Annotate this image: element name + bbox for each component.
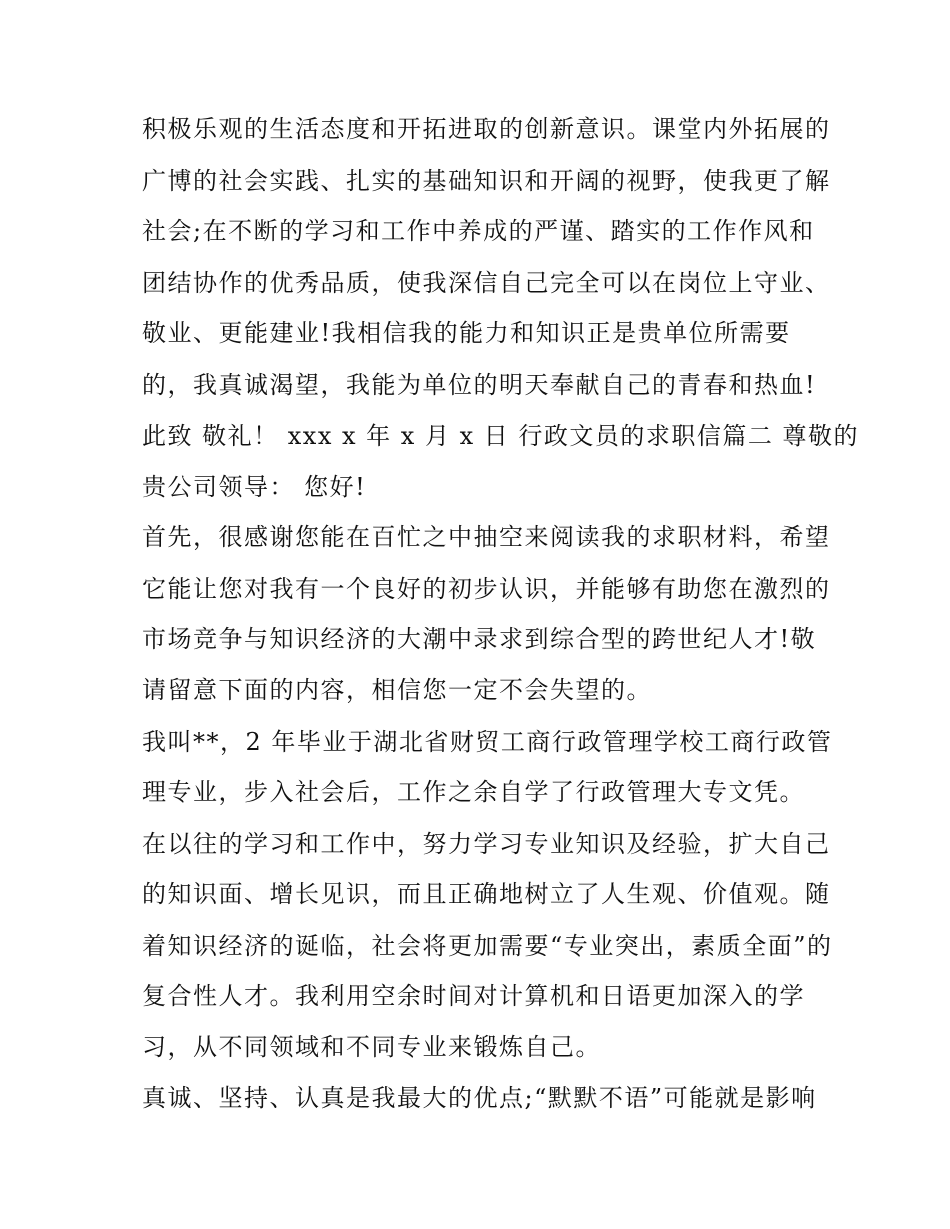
text-line: 我叫**，2 年毕业于湖北省财贸工商行政管理学校工商行政管: [142, 728, 833, 756]
text-line: 此致 敬礼！ xxx x 年 x 月 x 日 行政文员的求职信篇二 尊敬的: [142, 422, 859, 450]
text-line: 在以往的学习和工作中，努力学习专业知识及经验，扩大自己: [142, 830, 831, 858]
text-line: 复合性人才。我利用空余时间对计算机和日语更加深入的学: [142, 982, 805, 1010]
text-line: 社会;在不断的学习和工作中养成的严谨、踏实的工作作风和: [142, 217, 815, 245]
text-line: 广博的社会实践、扎实的基础知识和开阔的视野，使我更了解: [142, 167, 831, 195]
text-line: 市场竞争与知识经济的大潮中录求到综合型的跨世纪人才!敬: [142, 625, 817, 653]
text-line: 的知识面、增长见识，而且正确地树立了人生观、价值观。随: [142, 880, 831, 908]
text-line: 首先，很感谢您能在百忙之中抽空来阅读我的求职材料，希望: [142, 523, 831, 551]
text-line: 贵公司领导： 您好!: [142, 473, 367, 501]
text-line: 真诚、坚持、认真是我最大的优点;“默默不语”可能就是影响: [142, 1084, 817, 1112]
text-line: 理专业，步入社会后，工作之余自学了行政管理大专文凭。: [142, 778, 805, 806]
text-line: 着知识经济的诞临，社会将更加需要“专业突出，素质全面”的: [142, 932, 833, 960]
text-line: 的，我真诚渴望，我能为单位的明天奉献自己的青春和热血!: [142, 371, 817, 399]
text-line: 它能让您对我有一个良好的初步认识，并能够有助您在激烈的: [142, 575, 831, 603]
text-line: 习，从不同领域和不同专业来锻炼自己。: [142, 1033, 601, 1061]
text-line: 敬业、更能建业!我相信我的能力和知识正是贵单位所需要: [142, 319, 791, 347]
text-line: 请留意下面的内容，相信您一定不会失望的。: [142, 676, 652, 704]
text-line: 团结协作的优秀品质，使我深信自己完全可以在岗位上守业、: [142, 269, 831, 297]
text-line: 积极乐观的生活态度和开拓进取的创新意识。课堂内外拓展的: [142, 115, 831, 143]
